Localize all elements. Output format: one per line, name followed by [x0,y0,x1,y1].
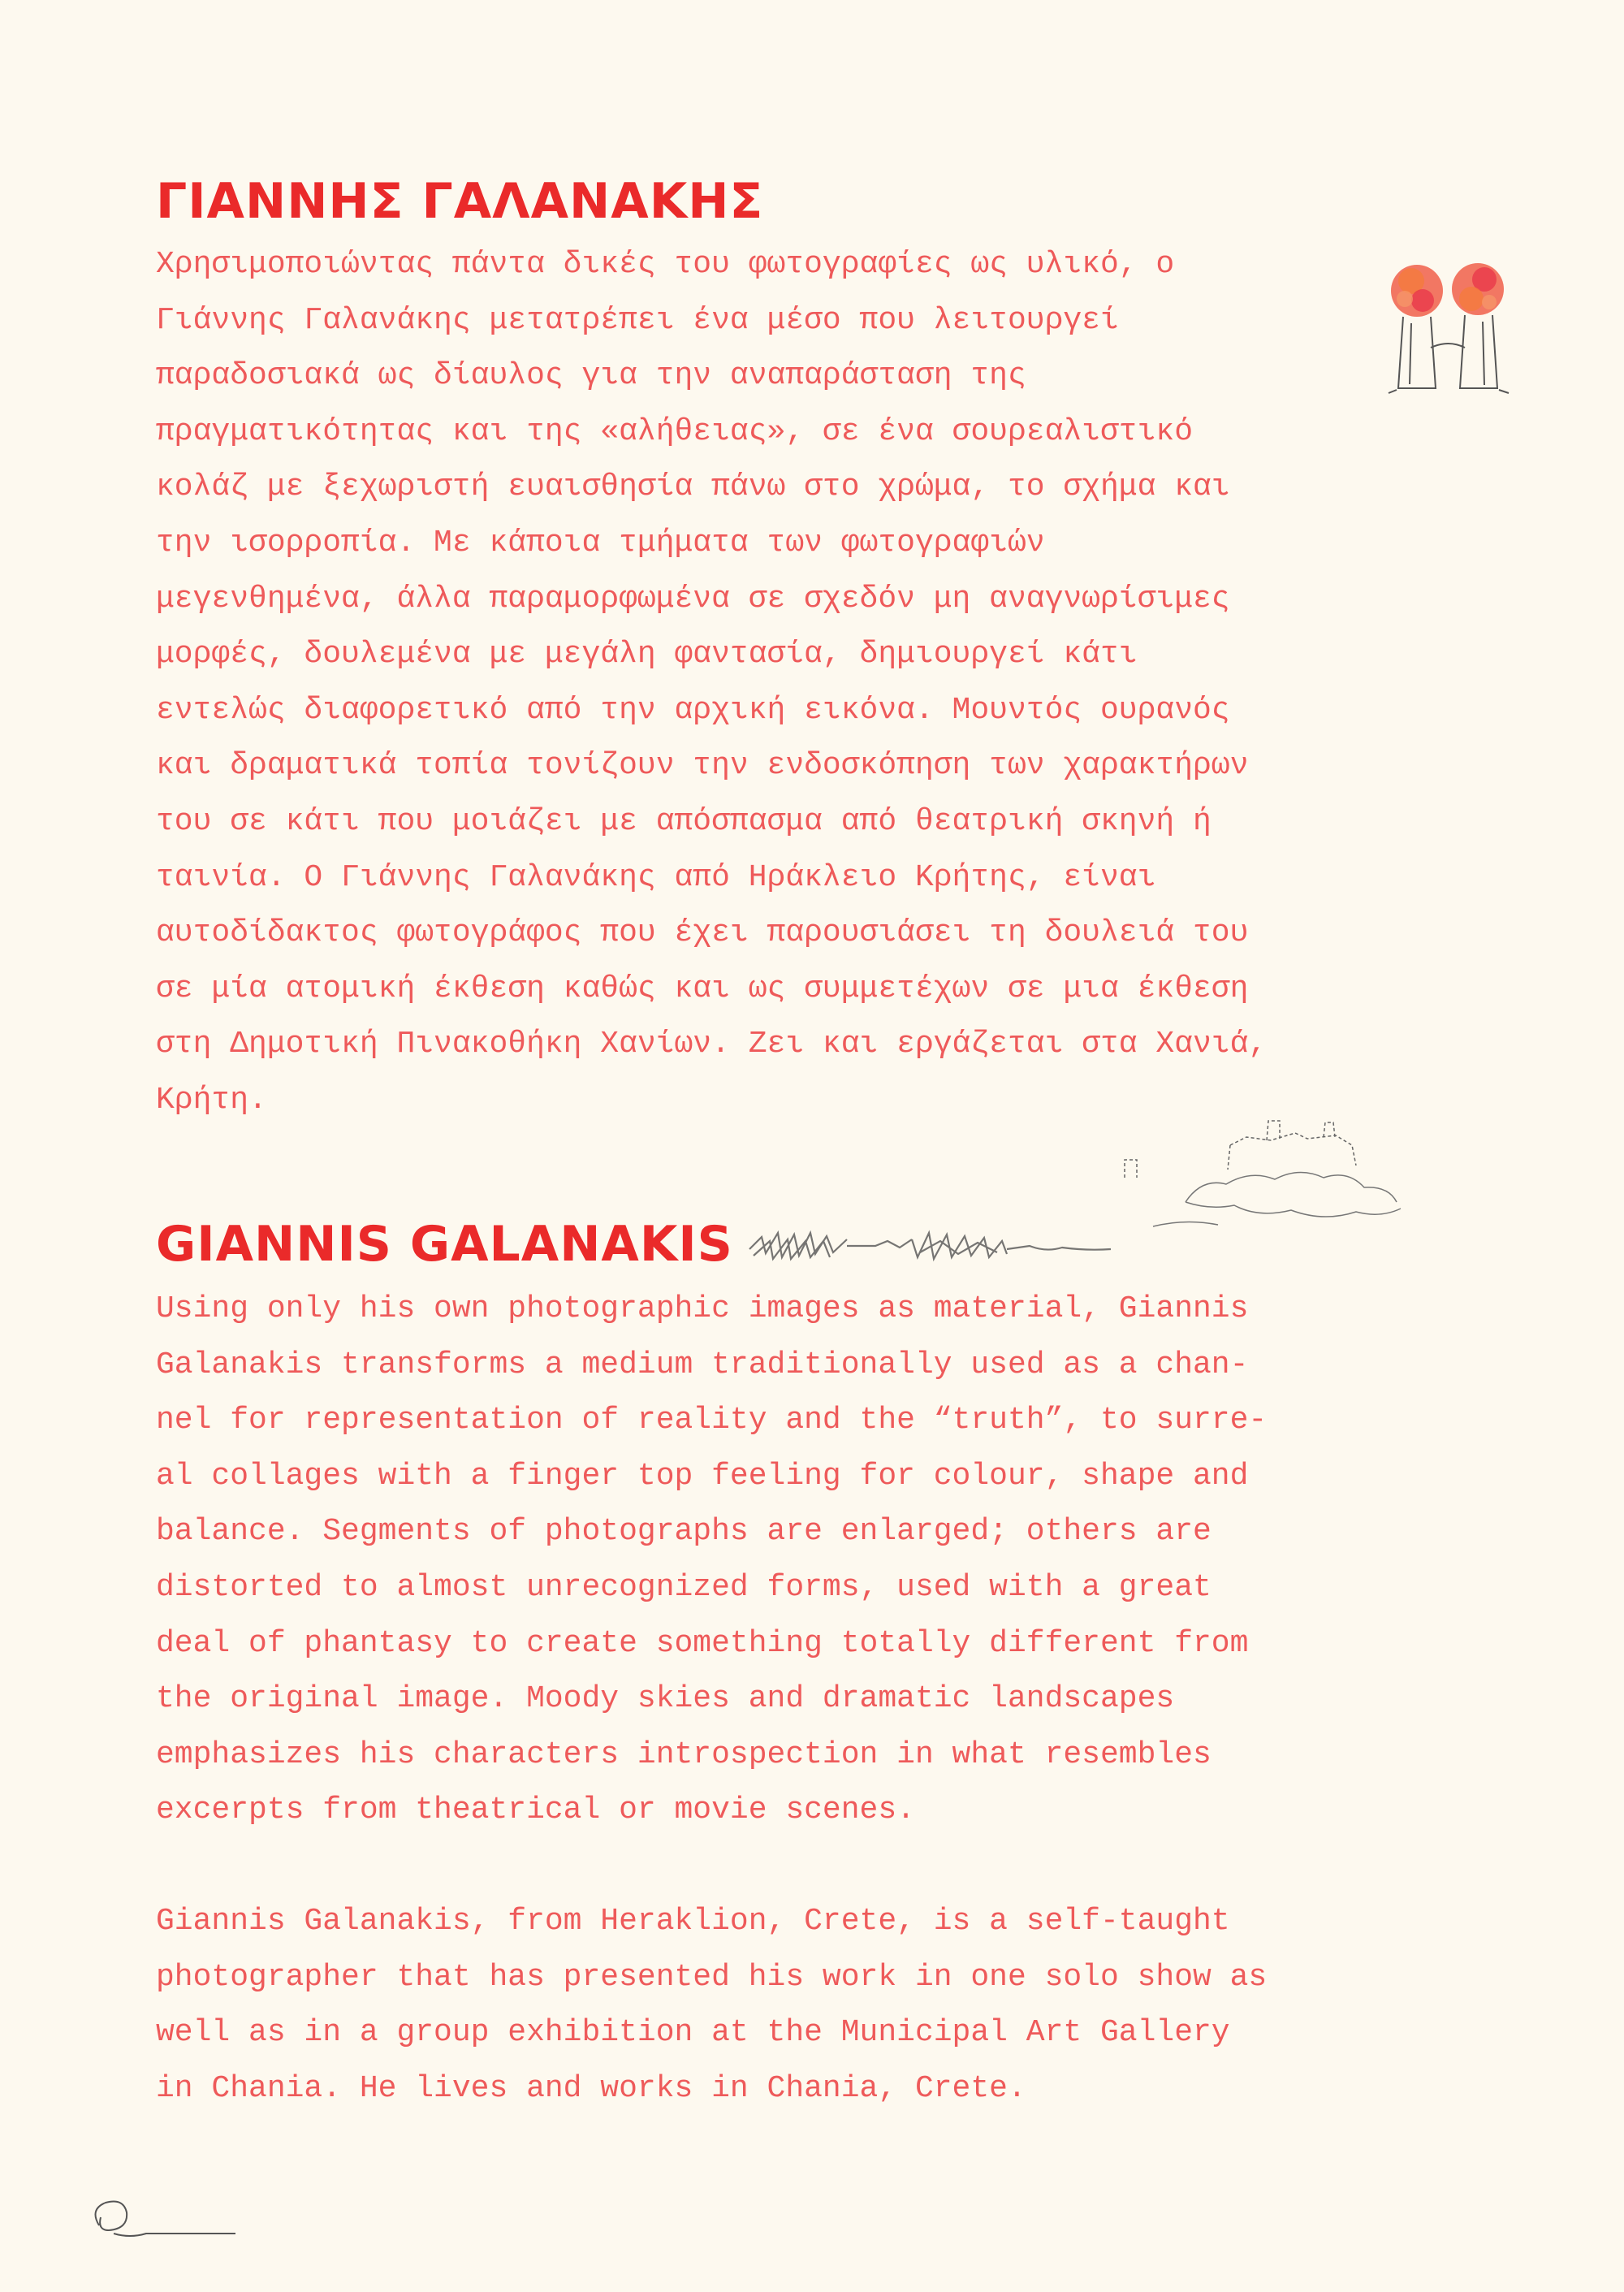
doodle-icon [81,2193,244,2250]
english-title: GIANNIS GALANAKIS [156,1216,733,1273]
island-castle-sketch-icon [1121,1088,1429,1243]
greek-paragraph: Χρησιμοποιώντας πάντα δικές του φωτογραφίες ως υλικό, ο Γιάννης Γαλανάκης μετατρέπει ένα μέσο που λειτουργεί παραδοσιακά ως δίαυλος για την αναπαράσταση της πραγματικότητας και της «αλήθειας», σε ένα σουρεαλιστικό κολάζ με ξεχωριστή ευαισθησία πάνω στο χρώμα, το σχήμα και την ισορροπία. Με κάποια τμήματα των φωτογραφιών μεγενθημένα, άλλα παραμορφωμένα σε σχεδόν μη αναγνωρίσιμες μορφές, δουλεμένα με μεγάλη φαντασία, δημιουργεί κάτι εντελώς διαφορετικό από την αρχική εικόνα. Μουντός ουρανός και δραματικά τοπία τονίζουν την ενδοσκόπηση των χαρακτήρων του σε κάτι που μοιάζει με απόσπασμα από θεατρική σκηνή ή ταινία. Ο Γιάννης Γαλανάκης από Ηράκλειο Κρήτης, είναι αυτοδίδακτος φωτογράφος που έχει παρουσιάσει τη δουλειά του σε μία ατομική έκθεση καθώς και ως συμμετέχων σε μια έκθεση στη Δημοτική Πινακοθήκη Χανίων. Ζει και εργάζεται στα Χανιά, Κρήτη. [156,247,1268,1118]
scribble-icon [745,1217,1119,1274]
two-red-headed-figures-sketch-icon [1380,242,1518,404]
english-paragraph-2: Giannis Galanakis, from Heraklion, Crete, is a self-taught photographer that has presented his work in one solo show as well as in a group exhibition at the Municipal Art Gallery in Chania. He lives and works in Chania, Crete. [156,1904,1268,2106]
greek-title: ΓΙΑΝΝΗΣ ΓΑΛΑΝΑΚΗΣ [156,173,764,230]
english-paragraph-1: Using only his own photographic images as material, Giannis Galanakis transforms a medium traditionally used as a chan- nel for representation of reality and the “truth”, to surre- al collages with a finger top feeling for colour, shape and balance. Segments of photographs are enlarged; others are distorted to almost unrecognized forms, used with a great deal of phantasy to create something totally different from the original image. Moody skies and dramatic landscapes emphasizes his characters introspection in what resembles excerpts from theatrical or movie scenes. [156,1291,1268,1828]
